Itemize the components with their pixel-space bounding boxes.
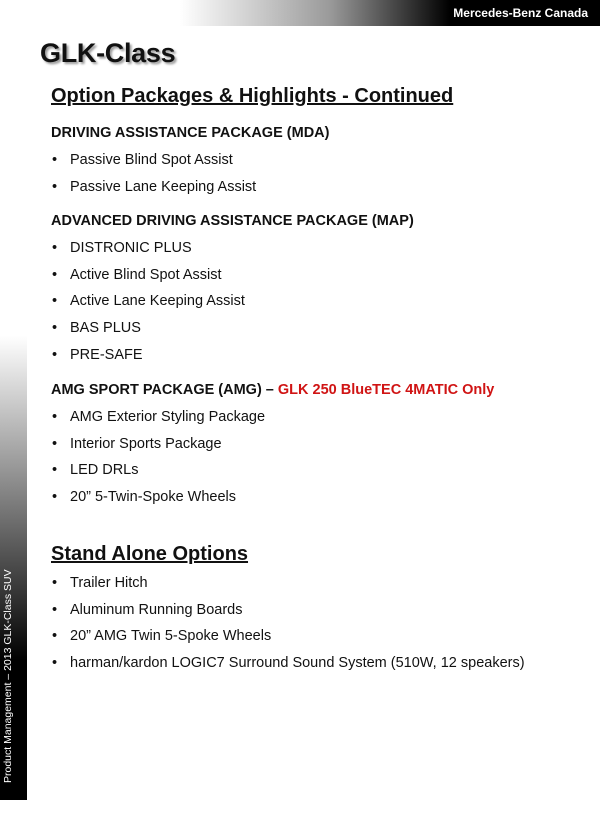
list-item-label: 20” AMG Twin 5-Spoke Wheels <box>70 628 272 645</box>
list-item-label: Interior Sports Package <box>70 435 222 452</box>
list-item-label: AMG Exterior Styling Package <box>70 409 266 425</box>
list-item <box>40 484 585 511</box>
list-item-label: Trailer Hitch <box>70 575 148 591</box>
list-item <box>40 431 585 458</box>
package-title: DRIVING ASSISTANCE PACKAGE (MDA) <box>51 125 330 141</box>
side-banner <box>0 26 27 819</box>
list-item <box>40 147 585 174</box>
bullet-icon: • <box>52 628 58 645</box>
bullet-icon: • <box>52 266 58 283</box>
bullet-icon: • <box>52 655 58 672</box>
list-item-label: BAS PLUS <box>70 320 141 337</box>
bullet-icon: • <box>52 178 58 195</box>
list-item <box>40 288 585 315</box>
stand-alone-section <box>40 540 585 677</box>
bullet-icon: • <box>52 601 58 618</box>
list-item <box>40 235 585 262</box>
package-mda <box>40 123 585 200</box>
package-map <box>40 211 585 368</box>
bullet-icon: • <box>52 409 58 425</box>
list-item-label: harman/kardon LOGIC7 Surround Sound System (510W, 12 speakers) <box>70 655 525 672</box>
list-item-label: LED DRLs <box>70 462 139 479</box>
page-title: GLK-Class <box>40 38 176 68</box>
list-item-label: DISTRONIC PLUS <box>70 240 192 256</box>
package-title: ADVANCED DRIVING ASSISTANCE PACKAGE (MAP) <box>51 213 414 229</box>
list-item-label: Active Lane Keeping Assist <box>70 293 245 310</box>
list-item-label: PRE-SAFE <box>70 346 143 363</box>
list-item <box>40 174 585 201</box>
list-item <box>40 597 585 624</box>
bullet-icon: • <box>52 320 58 337</box>
page-number: 14 <box>6 805 21 819</box>
list-item <box>40 404 585 431</box>
list-item <box>40 457 585 484</box>
brand-label: Mercedes-Benz Canada <box>453 6 588 20</box>
bullet-icon: • <box>52 346 58 363</box>
bullet-icon: • <box>52 240 58 256</box>
top-banner <box>0 0 600 26</box>
list-item-label: Active Blind Spot Assist <box>70 266 222 283</box>
list-item-label: Passive Lane Keeping Assist <box>70 178 257 195</box>
package-note: GLK 250 BlueTEC 4MATIC Only <box>277 382 495 398</box>
section-heading-stand-alone: Stand Alone Options <box>51 543 249 565</box>
list-item <box>40 650 585 677</box>
bullet-icon: • <box>52 293 58 310</box>
package-amg <box>40 380 585 511</box>
list-item <box>40 342 585 369</box>
package-title: AMG SPORT PACKAGE (AMG) – <box>51 382 278 398</box>
option-packages-section <box>40 82 585 110</box>
list-item <box>40 315 585 342</box>
bullet-icon: • <box>52 575 58 591</box>
list-item-label: 20” 5-Twin-Spoke Wheels <box>70 489 237 506</box>
package-title-line <box>51 380 585 400</box>
section-heading-option-packages: Option Packages & Highlights - Continued <box>51 85 454 107</box>
list-item <box>40 623 585 650</box>
list-item <box>40 262 585 289</box>
bullet-icon: • <box>52 152 58 168</box>
list-item-label: Aluminum Running Boards <box>70 601 243 618</box>
bullet-icon: • <box>52 489 58 506</box>
sidebar-caption: Product Management – 2013 GLK-Class SUV <box>2 569 14 783</box>
bullet-icon: • <box>52 435 58 452</box>
bullet-icon: • <box>52 462 58 479</box>
list-item <box>40 570 585 597</box>
list-item-label: Passive Blind Spot Assist <box>70 152 233 168</box>
